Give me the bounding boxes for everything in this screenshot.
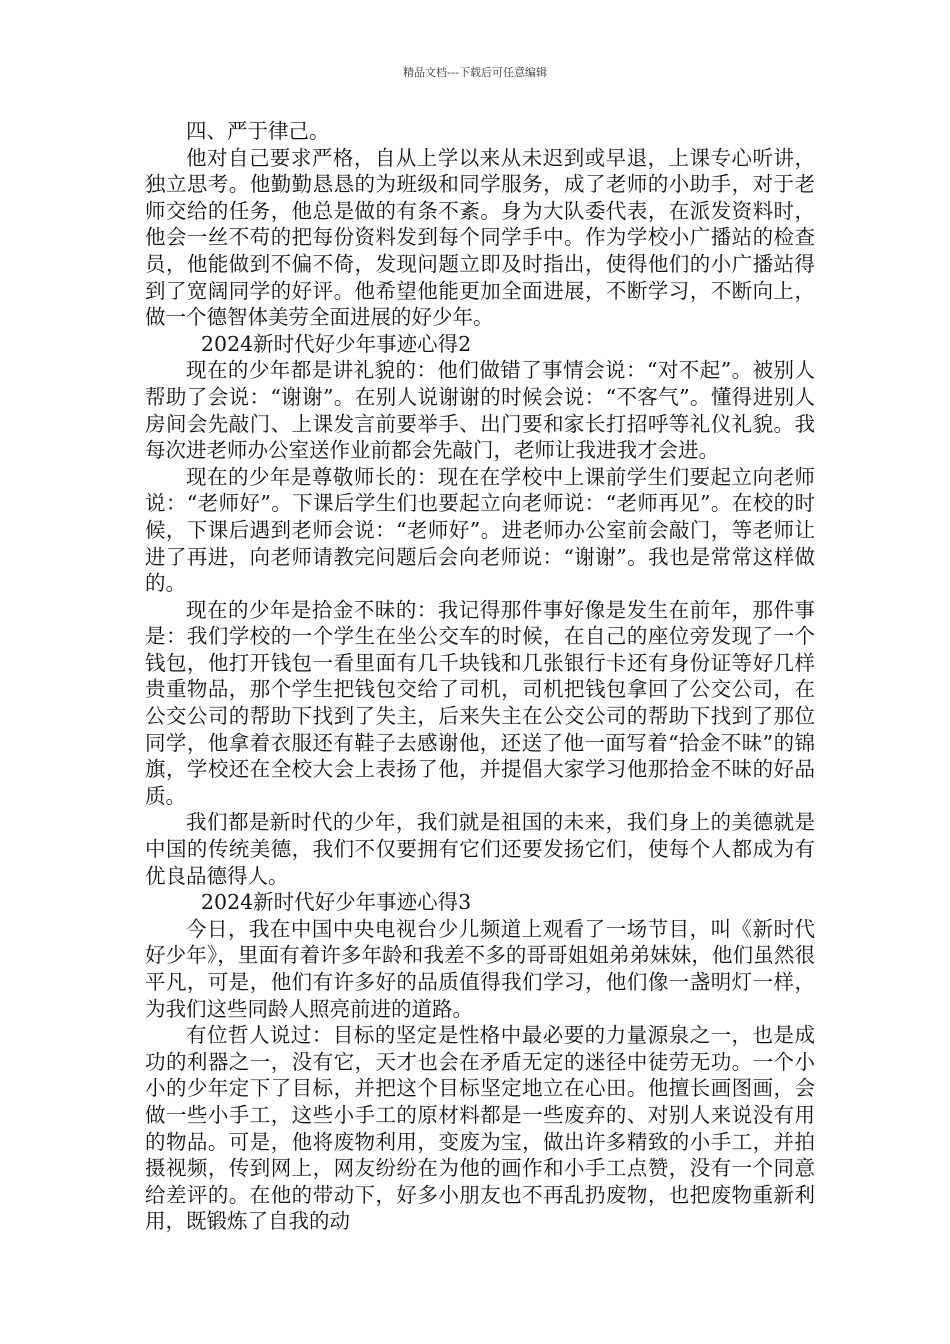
body-paragraph: 有位哲人说过：目标的坚定是性格中最必要的力量源泉之一，也是成功的利器之一，没有它，天才也会在矛盾无定的迷径中徒劳无功。一个小小的少年定下了目标，并把这个目标坚定地立在心田。他擅长画图画，会做一些小手工，这些小手工的原材料都是一些废弃的、对别人来说没有用的物品。可是，他将废物利用，变废为宝，做出许多精致的小手工，并拍摄视频，传到网上，网友纷纷在为他的画作和小手工点赞，没有一个同意给差评的。在他的带动下，好多小朋友也不再乱扔废物，也把废物重新利用，既锻炼了自我的动: [145, 1023, 815, 1234]
body-paragraph: 现在的少年都是讲礼貌的：他们做错了事情会说：“对不起”。被别人帮助了会说：“谢谢”。在别人说谢谢的时候会说：“不客气”。懂得进别人房间会先敲门、上课发言前要举手、出门要和家长打招呼等礼仪礼貌。我每次进老师办公室送作业前都会先敲门，老师让我进我才会进。: [145, 358, 815, 463]
document-body: [145, 118, 815, 1235]
body-paragraph: 他对自己要求严格，自从上学以来从未迟到或早退，上课专心听讲，独立思考。他勤勤恳恳的为班级和同学服务，成了老师的小助手，对于老师交给的任务，他总是做的有条不紊。身为大队委代表，在派发资料时，他会一丝不苟的把每份资料发到每个同学手中。作为学校小广播站的检查员，他能做到不偏不倚，发现问题立即及时指出，使得他们的小广播站得到了宽阔同学的好评。他希望他能更加全面进展，不断学习，不断向上，做一个德智体美劳全面进展的好少年。: [145, 145, 815, 330]
section-heading: 四、严于律己。: [186, 119, 330, 143]
article-title: 2024新时代好少年事迹心得3: [201, 890, 472, 915]
body-paragraph: 今日，我在中国中央电视台少儿频道上观看了一场节目，叫《新时代好少年》，里面有着许多年龄和我差不多的哥哥姐姐弟弟妹妹，他们虽然很平凡，可是，他们有许多好的品质值得我们学习，他们像一盏明灯一样，为我们这些同龄人照亮前进的道路。: [145, 916, 815, 1021]
page-header: 精品文档---下载后可任意编辑: [403, 66, 547, 79]
body-paragraph: 我们都是新时代的少年，我们就是祖国的未来，我们身上的美德就是中国的传统美德，我们不仅要拥有它们还要发扬它们，使每个人都成为有优良品德得人。: [145, 810, 815, 888]
body-paragraph: 现在的少年是尊敬师长的：现在在学校中上课前学生们要起立向老师说：“老师好”。下课后学生们也要起立向老师说：“老师再见”。在校的时候，下课后遇到老师会说：“老师好”。进老师办公室前会敲门，等老师让进了再进，向老师请教完问题后会向老师说：“谢谢”。我也是常常这样做的。: [145, 464, 815, 596]
article-title: 2024新时代好少年事迹心得2: [201, 331, 472, 356]
body-paragraph: 现在的少年是拾金不昧的：我记得那件事好像是发生在前年，那件事是：我们学校的一个学生在坐公交车的时候，在自己的座位旁发现了一个钱包，他打开钱包一看里面有几千块钱和几张银行卡还有身份证等好几样贵重物品，那个学生把钱包交给了司机，司机把钱包拿回了公交公司，在公交公司的帮助下找到了失主，后来失主在公交公司的帮助下找到了那位同学，他拿着衣服还有鞋子去感谢他，还送了他一面写着“拾金不昧”的锦旗，学校还在全校大会上表扬了他，并提倡大家学习他那拾金不昧的好品质。: [145, 597, 815, 808]
